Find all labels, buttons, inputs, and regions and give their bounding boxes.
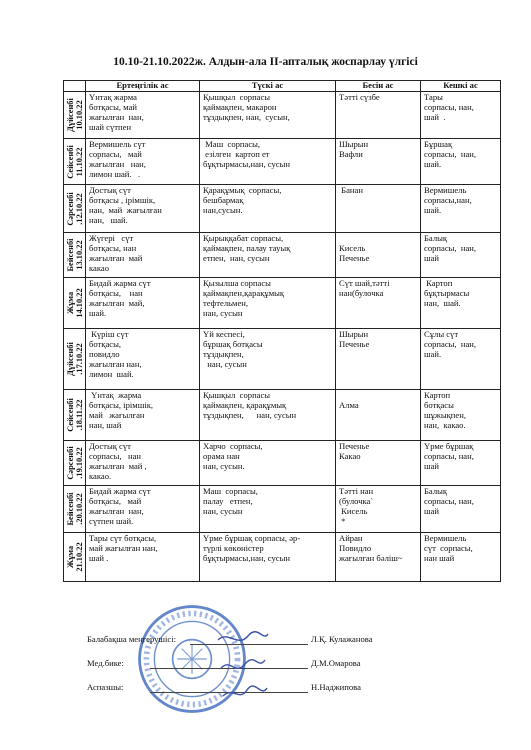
breakfast-cell: Жүгері сүт ботқасы, нан жағылған май какао: [86, 233, 200, 278]
page-title: 10.10-21.10.2022ж. Алдын-ала ІІ-апталық жоспарлау үлгісі: [113, 56, 418, 68]
day-label: Дүйсенбі 10.10.22: [65, 98, 84, 132]
breakfast-cell: Достық сүт сорпасы, нан жағылған май , какао.: [86, 441, 200, 486]
lunch-cell: Маш сорпасы, езілген картоп ет бұқтырмасы,нан, сусын: [200, 139, 336, 185]
table-row: [64, 486, 501, 533]
day-cell: [64, 486, 86, 533]
snack-cell: Печенье Какао: [336, 441, 421, 486]
table-row: [64, 390, 501, 441]
snack-cell: Айран Повидло жағылған бәліш~: [336, 533, 421, 582]
lunch-cell: Маш сорпасы, палау етпен, нан, сусын: [200, 486, 336, 533]
lunch-cell: Қырыққабат сорпасы, қаймақпен, палау тауық етпен, нан, сусын: [200, 233, 336, 278]
day-label: Сәрсенбі .19.10.22: [65, 446, 84, 480]
snack-cell: Тәтті сүзбе: [336, 92, 421, 139]
dinner-cell: Вермишель сүт сорпасы, нан шай: [421, 533, 501, 582]
lunch-cell: Қарақұмық сорпасы, бешбармақ нан,сусын.: [200, 185, 336, 233]
table-row: [64, 92, 501, 139]
day-cell: [64, 390, 86, 441]
header-row: [64, 81, 501, 92]
dinner-cell: Балық сорпасы, нан, шай: [421, 233, 501, 278]
snack-cell: Шырын Печенье: [336, 329, 421, 390]
dinner-cell: Бұршақ сорпасы, нан, шай.: [421, 139, 501, 185]
snack-cell: Шырын Вафли: [336, 139, 421, 185]
dinner-cell: Балық сорпасы, нан, шай: [421, 486, 501, 533]
signature-role: Мед.бике:: [87, 658, 124, 668]
dinner-cell: Вермишель сорпасы,нан, шай.: [421, 185, 501, 233]
breakfast-cell: Вермишель сүт сорпасы, май жағылған нан, лимон шай. .: [86, 139, 200, 185]
lunch-cell: Үй кеспесі, бұршақ ботқасы тұздықпен, нан, сусын: [200, 329, 336, 390]
header-breakfast: Ертеңгілік ас: [86, 81, 200, 92]
day-label: Дүйсенбі .17.10.22: [65, 342, 84, 376]
day-cell: [64, 329, 86, 390]
dinner-cell: Үрме бұршақ сорпасы, нан, шай: [421, 441, 501, 486]
table-row: [64, 278, 501, 329]
day-cell: [64, 139, 86, 185]
header-lunch: Түскі ас: [200, 81, 336, 92]
day-cell: [64, 441, 86, 486]
day-label: Сәрсенбі .12.10.22: [65, 191, 84, 226]
day-label: Сейсенбі .18.11.22: [65, 398, 84, 432]
header-snack: Бесін ас: [336, 81, 421, 92]
day-label: Бейсенбі 13.10.22: [65, 238, 84, 272]
signature-name: Д.М.Омарова: [311, 658, 361, 668]
header-day: [64, 81, 86, 92]
lunch-cell: Қышқыл сорпасы қаймақпен, қарақұмық тұздықпен, нан, сусын: [200, 390, 336, 441]
table-row: [64, 441, 501, 486]
day-cell: [64, 533, 86, 582]
breakfast-cell: Үнтақ жарма ботқасы, май жағылған нан, шай сүтпен: [86, 92, 200, 139]
header-dinner: Кешкі ас: [421, 81, 501, 92]
signature-role: Балабақша меңгерушісі:: [87, 634, 177, 644]
day-cell: [64, 92, 86, 139]
breakfast-cell: Тары сүт ботқасы, май жағылған нан, шай .: [86, 533, 200, 582]
signature-name: Л.Қ. Кулажанова: [311, 634, 373, 644]
snack-cell: Кисель Печенье: [336, 233, 421, 278]
day-label: Сейсенбі 11.10.22: [65, 144, 84, 179]
day-label: Бейсенбі .20.10.22: [65, 492, 84, 526]
breakfast-cell: Бидай жарма сүт ботқасы, нан жағылған май, шай.: [86, 278, 200, 329]
table-row: [64, 139, 501, 185]
signature-scribbles: [213, 628, 273, 708]
breakfast-cell: Достық сүт ботқасы , ірімшік, нан, май жағылған нан, шай.: [86, 185, 200, 233]
lunch-cell: Қышқыл сорпасы қаймақпен, макарон тұздықпен, нан, сусын,: [200, 92, 336, 139]
lunch-cell: Харчо сорпасы, орама нан нан, сусын.: [200, 441, 336, 486]
snack-cell: Тәтті нан (булочка` Кисель *: [336, 486, 421, 533]
table-row: [64, 185, 501, 233]
breakfast-cell: Үнтақ жарма ботқасы, ірімшік, май жағылған нан, шай: [86, 390, 200, 441]
menu-table: [63, 80, 501, 582]
table-row: [64, 329, 501, 390]
snack-cell: Алма: [336, 390, 421, 441]
day-label: Жұма 21.10.22: [65, 542, 84, 572]
table-row: [64, 533, 501, 582]
day-cell: [64, 185, 86, 233]
table-row: [64, 233, 501, 278]
breakfast-cell: Бидай жарма сүт ботқасы, май жағылған нан, сүтпен шай.: [86, 486, 200, 533]
dinner-cell: Тары сорпасы, нан, шай .: [421, 92, 501, 139]
lunch-cell: Үрме бұршақ сорпасы, әр- түрлі көкөністер бұқтырмасы,нан, сусын: [200, 533, 336, 582]
signature-role: Аспазшы:: [87, 682, 124, 692]
day-label: Жұма 14.10.22: [65, 288, 84, 318]
signature-name: Н.Наджипова: [311, 682, 361, 692]
breakfast-cell: Күріш сүт ботқасы, повидло жағылған нан, лимон шай.: [86, 329, 200, 390]
snack-cell: Банан: [336, 185, 421, 233]
dinner-cell: Картоп бұқтырмасы нан, шай.: [421, 278, 501, 329]
snack-cell: Сүт шай,тәтті нан(булочка: [336, 278, 421, 329]
dinner-cell: Картоп ботқасы шұжықпен, нан, какао.: [421, 390, 501, 441]
lunch-cell: Қызылша сорпасы қаймақпен,қарақұмық тефтельмен, нан, сусын: [200, 278, 336, 329]
day-cell: [64, 233, 86, 278]
day-cell: [64, 278, 86, 329]
dinner-cell: Сұлы сүт сорпасы, нан, шай.: [421, 329, 501, 390]
